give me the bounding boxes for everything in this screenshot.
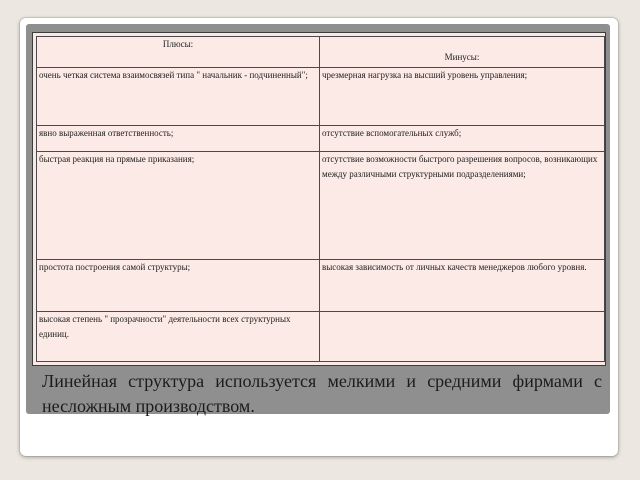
cons-cell	[320, 312, 605, 362]
table-row	[37, 260, 605, 312]
pros-cell: простота построения самой структуры;	[37, 260, 320, 312]
table-row	[37, 68, 605, 126]
pros-cell: явно выраженная ответственность;	[37, 126, 320, 152]
cons-cell: высокая зависимость от личных качеств менеджеров любого уровня.	[320, 260, 605, 312]
table-row	[37, 152, 605, 260]
slide-caption: Линейная структура используется мелкими и средними фирмами с несложным производством.	[42, 371, 602, 416]
pros-cons-table	[36, 36, 605, 362]
table-row	[37, 126, 605, 152]
cons-cell: отсутствие вспомогательных служб;	[320, 126, 605, 152]
cons-cell: чрезмерная нагрузка на высший уровень управления;	[320, 68, 605, 126]
table-header-row	[37, 37, 605, 68]
pros-header: Плюсы:	[37, 37, 320, 68]
pros-cell: быстрая реакция на прямые приказания;	[37, 152, 320, 260]
pros-cell: очень четкая система взаимосвязей типа " начальник - подчиненный";	[37, 68, 320, 126]
table-row	[37, 312, 605, 362]
pros-cell: высокая степень " прозрачности" деятельности всех структурных единиц.	[37, 312, 320, 362]
cons-cell: отсутствие возможности быстрого разрешения вопросов, возникающих между различными структурными подразделениями;	[320, 152, 605, 260]
cons-header: Минусы:	[320, 37, 605, 68]
